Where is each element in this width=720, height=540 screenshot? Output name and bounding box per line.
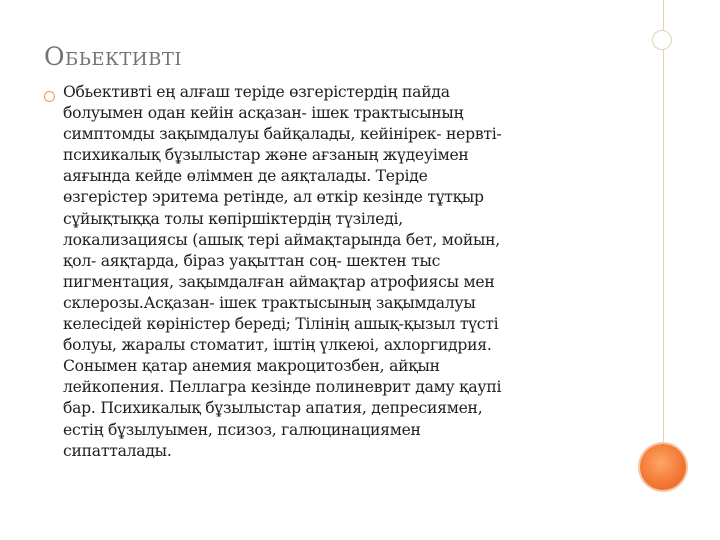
body-text-line: Сонымен қатар анемия макроцитозбен, айқын bbox=[63, 357, 440, 376]
body-text-line: келесідей көріністер береді; Тілінің ашық-қызыл түсті bbox=[63, 315, 499, 334]
body-text-line: болуы, жаралы стоматит, іштің үлкеюі, ахлоргидрия. bbox=[63, 336, 492, 355]
slide-title bbox=[44, 42, 182, 71]
body-text-line: естің бұзылуымен, псизоз, галюцинациямен bbox=[63, 420, 421, 439]
body-text-line: Обьективті ең алғаш теріде өзгерістердің пайда bbox=[63, 83, 450, 101]
body-text-line: аяғында кейде өліммен де аяқталады. Теріде bbox=[63, 167, 428, 186]
body-text-line: лейкопения. Пеллагра кезінде полиневрит даму қаупі bbox=[63, 378, 502, 397]
bullet-icon bbox=[44, 91, 55, 102]
body-text-line: склерозы.Асқазан- ішек трактысының зақымдалуы bbox=[63, 293, 476, 312]
slide-body-text bbox=[63, 82, 651, 462]
body-text-line: психикалық бұзылыстар және ағзаның жүдеуімен bbox=[63, 146, 469, 165]
body-text-line: болуымен одан кейін асқазан- ішек трактысының bbox=[63, 104, 464, 123]
body-text-line: сұйықтыққа толы көпіршіктердің түзіледі, bbox=[63, 209, 403, 228]
body-text-line: локализациясы (ашық тері аймақтарында бет, мойын, bbox=[63, 230, 500, 249]
body-text-line: сипатталады. bbox=[63, 441, 172, 460]
body-text-line: симптомды зақымдалуы байқалады, кейінірек- нервті- bbox=[63, 125, 502, 144]
decorative-ring-icon bbox=[652, 30, 672, 50]
body-text-line: өзгерістер эритема ретінде, ал өткір кезінде тұтқыр bbox=[63, 188, 484, 207]
body-text-line: бар. Психикалық бұзылыстар апатия, депресиямен, bbox=[63, 399, 483, 418]
slide-title-rest: БЬЕКТИВТІ bbox=[65, 49, 182, 70]
slide-title-initial: О bbox=[44, 42, 65, 71]
body-text-line: пигментация, зақымдалған аймақтар атрофиясы мен bbox=[63, 272, 495, 291]
decorative-vertical-line bbox=[663, 0, 664, 445]
body-text-line: қол- аяқтарда, біраз уақыттан соң- шектен тыс bbox=[63, 251, 441, 270]
